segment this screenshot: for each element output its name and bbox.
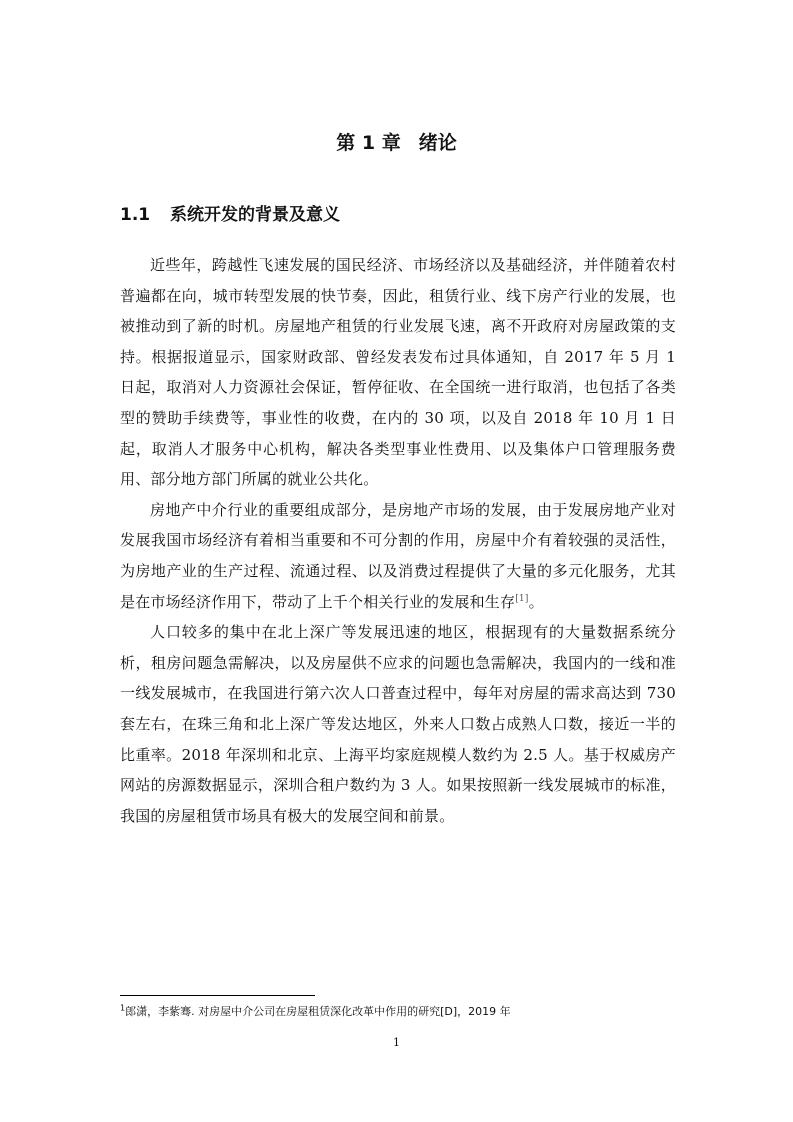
paragraph-2 <box>120 495 676 617</box>
section-title <box>120 200 340 225</box>
chapter-label: 第 1 章 <box>336 132 401 154</box>
paragraph-2-end: 。 <box>528 592 544 611</box>
footnote-divider <box>120 995 315 996</box>
chapter-title <box>0 128 793 155</box>
paragraph-2-text: 房地产中介行业的重要组成部分，是房地产市场的发展，由于发展房地产业对发展我国市场经济有着相当重要和不可分割的作用，房屋中介有着较强的灵活性，为房地产业的生产过程、流通过程、以及消费过程提供了大量的多元化服务，尤其是在市场经济作用下，带动了上千个相关行业的发展和生存 <box>120 500 676 611</box>
footnote-text: 郎潇，李紫骞. 对房屋中介公司在房屋租赁深化改革中作用的研究[D]，2019 年 <box>125 1005 511 1018</box>
footnote-mark: 1 <box>120 1003 126 1013</box>
section-name: 系统开发的背景及意义 <box>170 205 340 225</box>
chapter-name: 绪论 <box>418 132 457 154</box>
page-number: 1 <box>393 1036 400 1049</box>
paragraph-1: 近些年，跨越性飞速发展的国民经济、市场经济以及基础经济，并伴随着农村普遍都在向，城市转型发展的快节奏，因此，租赁行业、线下房产行业的发展，也被推动到了新的时机。房屋地产租赁的行业发展飞速，离不开政府对房屋政策的支持。根据报道显示，国家财政部、曾经发表发布过具体通知，自 2017 年 5 月 1 日起，取消对人力资源社会保证，暂停征收、在全国统一进行取消，也包括了各类型的赞助手续费等，事业性的收费，在内的 30 项，以及自 2018 年 10 月 1 日起，取消人才服务中心机构，解决各类型事业性费用、以及集体户口管理服务费用、部分地方部门所属的就业公共化。 <box>120 256 676 489</box>
section-number: 1.1 <box>120 205 151 225</box>
citation-mark[interactable]: [1] <box>515 593 529 604</box>
paragraph-3: 人口较多的集中在北上深广等发展迅速的地区，根据现有的大量数据系统分析，租房问题急需解决，以及房屋供不应求的问题也急需解决，我国内的一线和准一线发展城市，在我国进行第六次人口普查过程中，每年对房屋的需求高达到 730 套左右，在珠三角和北上深广等发达地区，外来人口数占成熟人口数，接近一半的比重率。2018 年深圳和北京、上海平均家庭规模人数约为 2.5 人。基于权威房产网站的房源数据显示，深圳合租户数约为 3 人。如果按照新一线发展城市的标准，我国的房屋租赁市场具有极大的发展空间和前景。 <box>120 623 676 825</box>
footnote <box>120 1003 511 1019</box>
body-text <box>120 250 676 831</box>
